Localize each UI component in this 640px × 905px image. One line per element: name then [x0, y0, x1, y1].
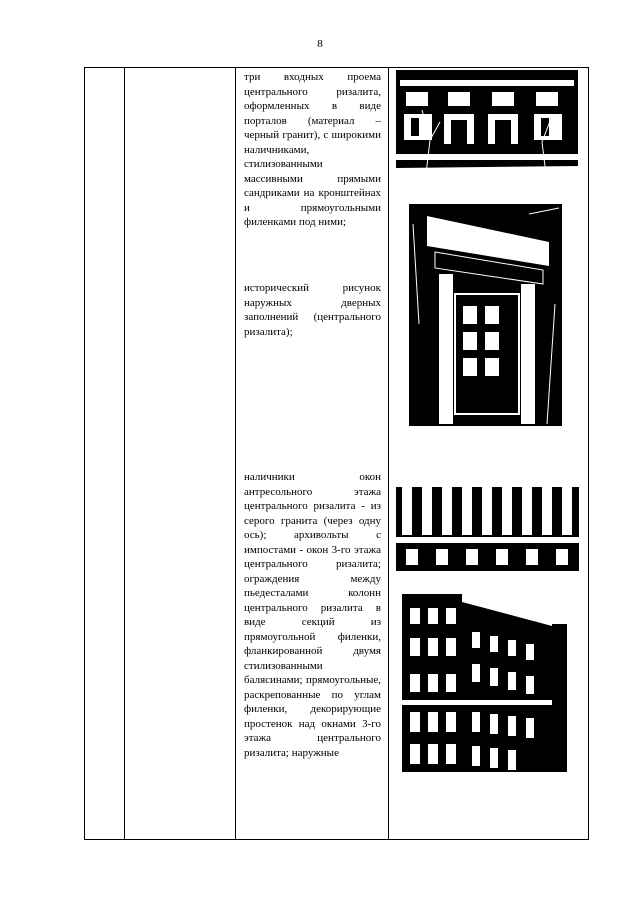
table-border-right	[588, 68, 589, 839]
column-divider-3	[388, 68, 389, 839]
mezzanine-windows-photo	[396, 479, 579, 580]
portal-detail-photo	[409, 204, 562, 440]
column-divider-2	[235, 68, 236, 839]
table-border-left	[84, 68, 85, 839]
building-facade-photo	[402, 594, 567, 772]
facade-entrance-photo	[396, 70, 578, 174]
page-number: 8	[317, 38, 323, 50]
column-divider-1	[124, 68, 125, 839]
description-portals: три входных проема центрального ризалита, оформленных в виде порталов (материал – черный гранит), с широкими наличниками, стилизованными массивными прямыми сандриками на кронштейнах и прямоугольными филенками под ними;	[244, 71, 381, 228]
description-window-surrounds: наличники окон антресольного этажа центрального ризалита - из серого гранита (через одну ось); архивольты с импостами - окон 3-го этажа центрального ризалита; ограждения между пьедесталами колонн центрального ризалита в виде секций из прямоугольной филенки, фланкированной двумя стилизованными балясинами; прямоугольные, раскрепованные по углам филенки, декорирующие простенок над окнами 3-го этажа центрального ризалита; наружные	[244, 471, 381, 759]
description-door-fillings: исторический рисунок наружных дверных заполнений (центрального ризалита);	[244, 282, 381, 338]
heritage-table	[84, 67, 589, 840]
